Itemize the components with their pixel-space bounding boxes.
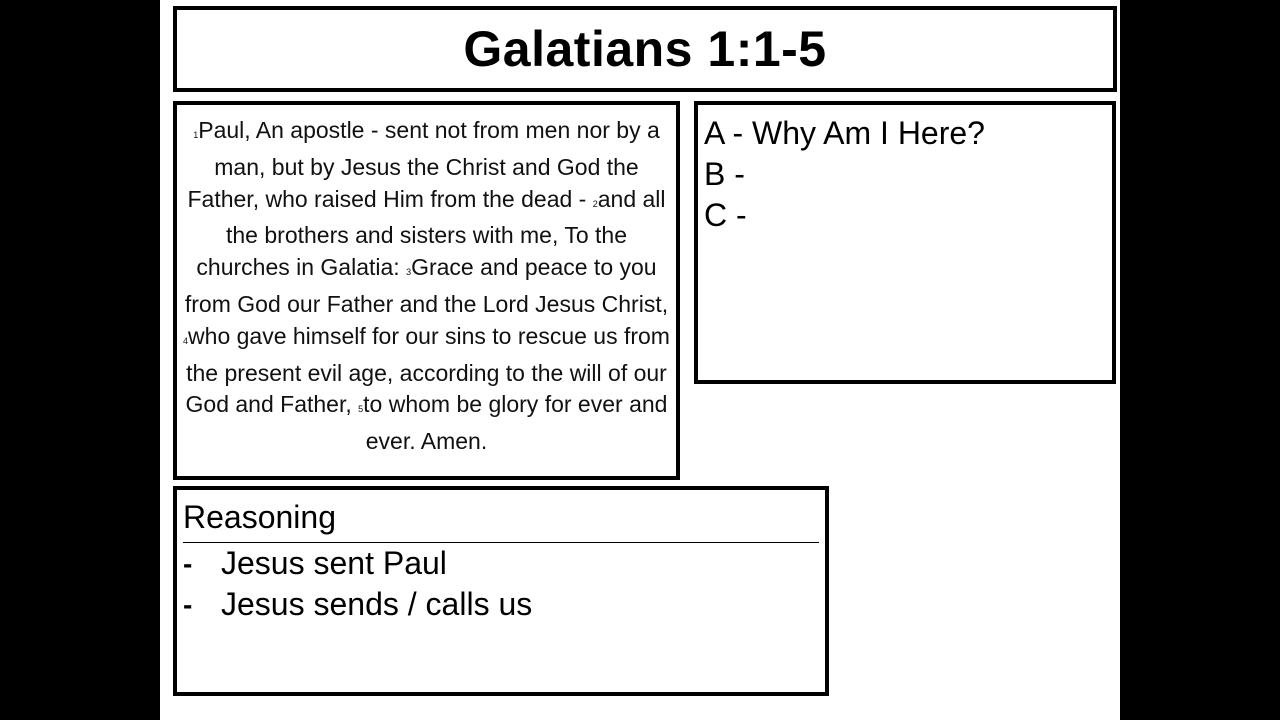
reasoning-item-text: Jesus sends / calls us	[221, 586, 533, 622]
bullet-dash: -	[183, 548, 193, 579]
verse-number: 2	[592, 198, 598, 209]
verse-number: 5	[358, 404, 364, 415]
abc-questions-box	[694, 101, 1116, 384]
bullet-dash: -	[183, 589, 193, 620]
verse-number: 1	[193, 130, 199, 140]
question-c: C -	[704, 197, 747, 233]
question-a: A - Why Am I Here?	[704, 115, 985, 151]
reasoning-item-text: Jesus sent Paul	[221, 545, 447, 581]
question-b: B -	[704, 156, 745, 192]
scripture-passage-box	[173, 101, 680, 480]
page-title: Galatians 1:1-5	[463, 21, 827, 77]
verse-number: 3	[406, 267, 412, 278]
verse-number: 4	[183, 335, 189, 346]
reasoning-item	[183, 584, 819, 625]
title-box	[173, 6, 1117, 92]
reasoning-item	[183, 543, 819, 584]
verse-text: Grace and peace to you from God our Father and the Lord Jesus Christ,	[184, 254, 669, 317]
scripture-passage	[183, 115, 670, 458]
reasoning-heading: Reasoning	[183, 498, 819, 543]
reasoning-box	[173, 486, 829, 696]
verse-text: Paul, An apostle - sent not from men nor by a man, but by Jesus the Christ and God the Father, who raised Him from the dead -	[187, 117, 660, 212]
slide	[160, 0, 1120, 720]
verse-text: who gave himself for our sins to rescue us from the present evil age, according to the will of our God and Father,	[185, 322, 670, 418]
verse-text: and all the brothers and sisters with me, To the churches in Galatia:	[196, 185, 666, 281]
verse-text: to whom be glory for ever and ever. Amen.	[363, 391, 668, 455]
